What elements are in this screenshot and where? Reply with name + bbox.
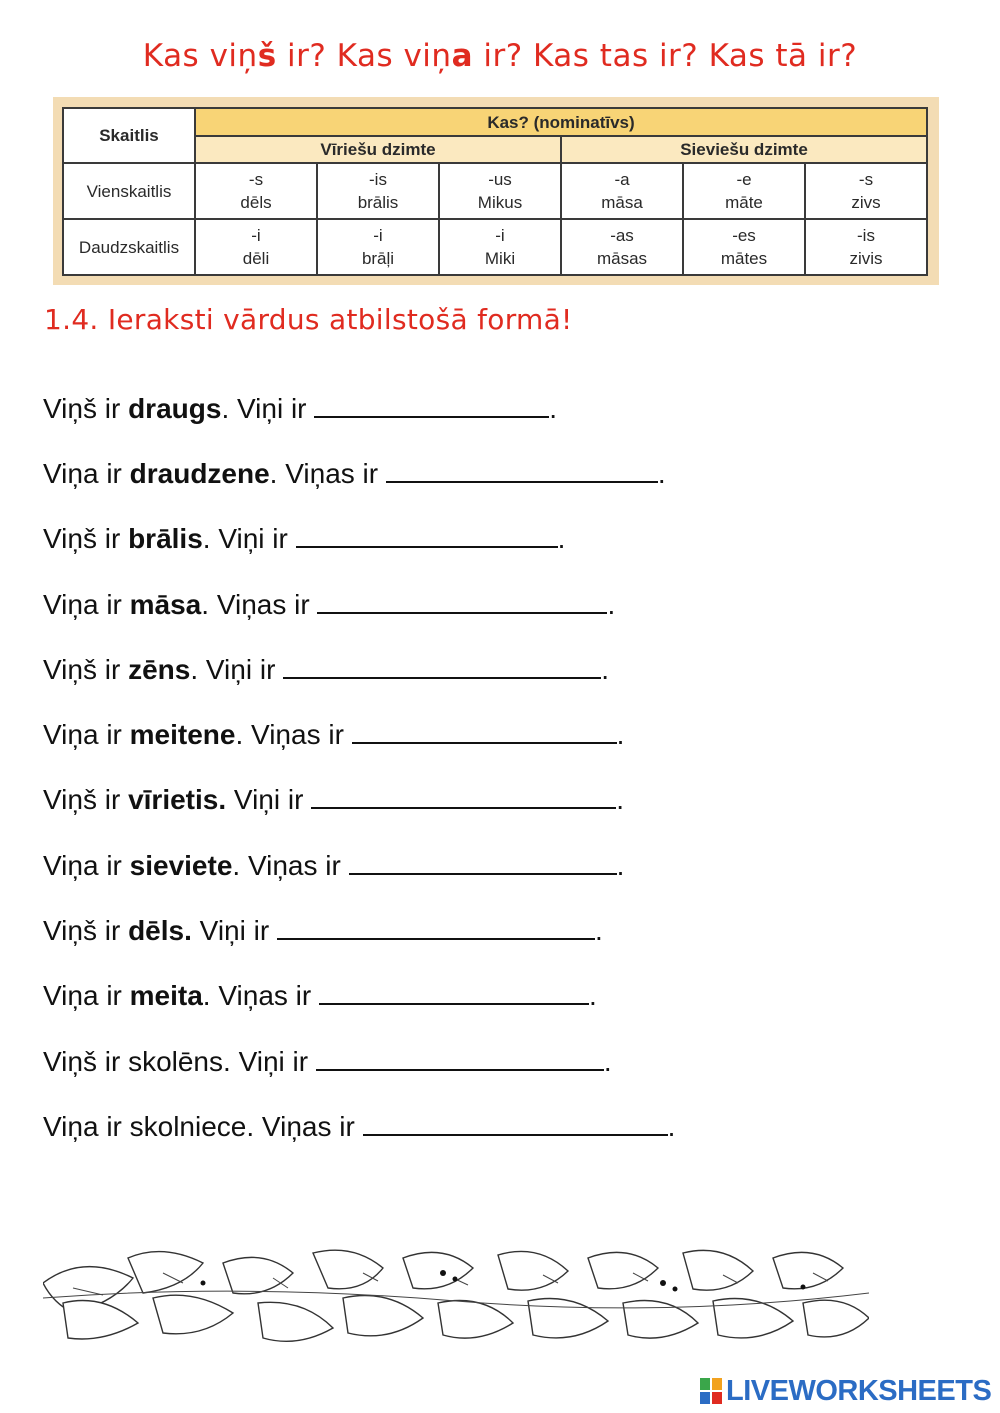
sentence-end: . [616,784,624,815]
answer-blank[interactable] [316,1045,604,1071]
sentence-middle: . Viņas ir [232,850,349,881]
exercise-line [43,1045,612,1079]
case-header: Kas? (nominatīvs) [195,108,927,136]
ending: -e [736,170,752,189]
sentence-end: . [667,1111,676,1142]
answer-blank[interactable] [386,457,658,483]
answer-blank[interactable] [349,849,617,875]
sentence-middle: . Viņas ir [201,589,318,620]
answer-blank[interactable] [317,588,607,614]
sentence-end: . [589,980,597,1011]
exercise-line [43,718,624,752]
instruction: 1.4. Ieraksti vārdus atbilstošā formā! [44,303,573,336]
title-part: ir? Kas tas ir? Kas tā ir? [472,38,858,74]
base-word: meitene [129,719,236,750]
table-cell [439,219,561,275]
feminine-header: Sieviešu dzimte [561,136,927,163]
table-cell [317,219,439,275]
ending: -is [369,170,387,189]
example-word: zivis [849,249,883,268]
title-part: ir? Kas viņ [276,38,452,74]
example-word: dēli [242,249,270,268]
answer-blank[interactable] [311,783,616,809]
table-cell [683,219,805,275]
example-word: dēls [240,193,272,212]
ending: -s [858,170,874,189]
sentence-start: Viņš ir [43,784,129,815]
grammar-table [62,107,928,276]
sentence-middle: Viņi ir [226,784,312,815]
base-word: draudzene [129,458,270,489]
answer-blank[interactable] [363,1110,668,1136]
base-word: meita [129,980,203,1011]
sentence-start: Viņa ir skolniece. Viņas ir [43,1111,363,1142]
exercise-line [43,1110,675,1144]
sentence-start: Viņa ir [43,589,130,620]
base-word: dēls. [128,915,192,946]
example-word: Miki [484,249,516,268]
base-word: zēns [128,654,191,685]
table-cell [805,163,927,219]
sentence-end: . [607,589,616,620]
table-cell [683,163,805,219]
page-title [0,38,1000,74]
sentence-start: Viņš ir [43,523,129,554]
sentence-middle: . Viņas ir [202,980,319,1011]
sentence-start: Viņa ir [43,719,130,750]
sentence-middle: . Viņi ir [190,654,284,685]
exercise-line [43,522,565,556]
logo-text: LIVEWORKSHEETS [726,1374,992,1407]
flower-border-illustration [43,1243,869,1355]
ending: -i [495,226,505,245]
table-cell [561,163,683,219]
sentence-start: Viņa ir [43,458,130,489]
answer-blank[interactable] [319,979,589,1005]
ending: -es [732,226,756,245]
ending: -is [857,226,875,245]
exercise-line [43,979,597,1013]
exercise-line [43,849,624,883]
answer-blank[interactable] [283,653,601,679]
base-word: sieviete [129,850,233,881]
ending: -a [614,170,630,189]
example-word: māsa [601,193,643,212]
answer-blank[interactable] [352,718,617,744]
number-header: Skaitlis [63,108,195,163]
example-word: māte [725,193,763,212]
title-part: Kas viņ [142,38,258,74]
table-cell [805,219,927,275]
exercise-line [43,457,666,491]
base-word: vīrietis. [128,784,227,815]
example-word: zivs [851,193,881,212]
answer-blank[interactable] [296,522,558,548]
grammar-table-frame [53,97,939,285]
masculine-header: Vīriešu dzimte [195,136,561,163]
table-cell [195,219,317,275]
liveworksheets-logo [700,1374,991,1408]
sentence-start: Viņa ir [43,850,130,881]
sentence-end: . [657,458,666,489]
answer-blank[interactable] [277,914,595,940]
sentence-end: . [549,393,558,424]
ending: -as [610,226,634,245]
title-part: a [451,38,473,74]
sentence-start: Viņš ir [43,393,129,424]
ending: -i [373,226,383,245]
answer-blank[interactable] [314,392,549,418]
ending: -i [251,226,261,245]
base-word: brālis [128,523,203,554]
example-word: māsas [596,249,648,268]
exercise-line [43,914,603,948]
title-part: š [257,38,277,74]
example-word: brāļi [361,249,395,268]
sentence-middle: Viņi ir [191,915,277,946]
ending: -s [248,170,264,189]
exercise-line [43,588,615,622]
base-word: draugs [128,393,222,424]
example-word: brālis [357,193,399,212]
exercise-line [43,653,609,687]
plural-row [63,219,927,275]
table-cell [561,219,683,275]
sentence-start: Viņš ir [43,915,129,946]
sentence-end: . [557,523,566,554]
row-label: Vienskaitlis [63,163,195,219]
example-word: mātes [720,249,768,268]
row-label: Daudzskaitlis [63,219,195,275]
table-cell [195,163,317,219]
exercise-line [43,392,557,426]
sentence-middle: . Viņas ir [235,719,352,750]
sentence-end: . [603,1046,612,1077]
ending: -us [488,170,512,189]
sentence-start: Viņš ir [43,654,129,685]
logo-mark-icon [700,1378,722,1404]
sentence-start: Viņš ir skolēns. Viņi ir [43,1046,316,1077]
sentence-start: Viņa ir [43,980,130,1011]
table-cell [439,163,561,219]
sentence-middle: . Viņi ir [221,393,315,424]
base-word: māsa [129,589,202,620]
sentence-end: . [616,719,625,750]
example-word: Mikus [477,193,523,212]
sentence-end: . [594,915,603,946]
exercise-line [43,783,624,817]
singular-row [63,163,927,219]
sentence-middle: . Viņas ir [269,458,386,489]
sentence-end: . [601,654,609,685]
sentence-end: . [616,850,625,881]
table-cell [317,163,439,219]
sentence-middle: . Viņi ir [202,523,296,554]
